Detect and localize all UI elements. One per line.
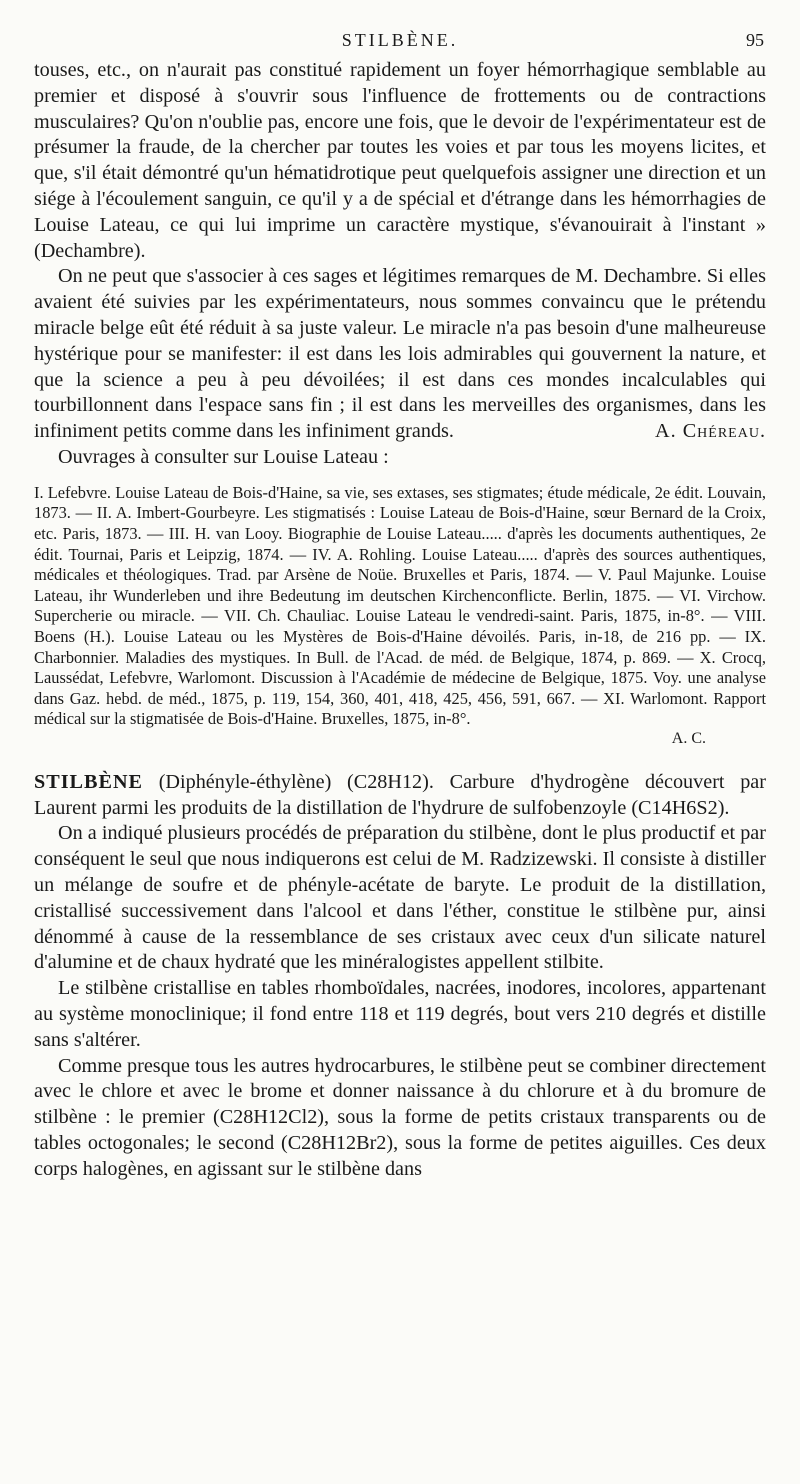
bibliography-initials: A. C.: [671, 729, 706, 747]
bibliography-list: I. Lefebvre. Louise Lateau de Bois-d'Haine, sa vie, ses extases, ses stigmates; étude médicale, 2e édit. Louvain, 1873. — II. A. Imbert-Gourbeyre. Les stigmatisés : Louise Lateau de Bois-d'Haine, sœur Bernard de la Croix, etc. Paris, 1873. — III. H. van Looy. Biographie de Louise Lateau..... d'après les documents authentiques, 2e édit. Tournai, Paris et Leipzig, 1874. — IV. A. Rohling. Louise Lateau..... d'après des sources authentiques, médicales et théologiques. Trad. par Arsène de Noüe. Bruxelles et Paris, 1874. — V. Paul Majunke. Louise Lateau, ihr Wunderleben und ihre Bedeutung im deutschen Kirchenconflicte. Berlin, 1875. — VI. Virchow. Supercherie ou miracle. — VII. Ch. Chauliac. Louise Lateau le vendredi-saint. Paris, 1875, in-8°. — VIII. Boens (H.). Louise Lateau ou les Mystères de Bois-d'Haine dévoilés. Paris, in-18, de 216 pp. — IX. Charbonnier. Maladies des mystiques. In Bull. de l'Acad. de méd. de Belgique, 1874, p. 869. — X. Crocq, Laussédat, Lefebvre, Warlomont. Discussion à l'Académie de médecine de Belgique, 1875. Voy. une analyse dans Gaz. hebd. de méd., 1875, p. 119, 154, 360, 401, 418, 425, 456, 591, 667. — XI. Warlomont. Rapport médical sur la stigmatisée de Bois-d'Haine. Bruxelles, 1875, in-8°.: [34, 482, 766, 729]
running-title: STILBÈNE.: [341, 30, 459, 50]
article-intro: [34, 770, 766, 822]
running-head: [34, 28, 766, 58]
article-stilbene: [34, 770, 766, 1183]
bibliography: [34, 483, 766, 748]
paragraph-commentary: [34, 264, 766, 445]
paragraph-preparation: On a indiqué plusieurs procédés de préparation du stilbène, dont le plus productif et par conséquent le seul que nous indiquerons est celui de M. Radzizewski. Il consiste à distiller un mélange de soufre et de phényle-acétate de baryte. Le produit de la distillation, cristallisé successivement dans l'alcool et dans l'éther, constitue le stilbène pur, ainsi dénommé à cause de la ressemblance de ses cristaux avec ceux d'un silicate naturel d'alumine et de chaux hydraté que les minéralogistes appellent stilbite.: [34, 822, 766, 974]
headword: STILBÈNE: [34, 770, 143, 793]
page-number: 95: [746, 30, 764, 50]
paragraph-properties: Le stilbène cristallise en tables rhomboïdales, nacrées, inodores, incolores, appartenant au système monoclinique; il fond entre 118 et 119 degrés, bout vers 210 degrés et distille sans s'altérer.: [34, 977, 766, 1051]
bibliography-heading: Ouvrages à consulter sur Louise Lateau :: [58, 445, 389, 468]
article-intro-text: (Diphényle-éthylène) (C28H12). Carbure d'hydrogène découvert par Laurent parmi les produits de la distillation de l'hydrure de sulfobenzoyle (C14H6S2).: [34, 770, 766, 819]
article-continuation: [34, 58, 766, 471]
paragraph-halogens: Comme presque tous les autres hydrocarbures, le stilbène peut se combiner directement avec le chlore et avec le brome et donner naissance à du chlorure et à du bromure de stilbène : le premier (C28H12Cl2), sous la forme de petits cristaux transparents ou de tables octogonales; le second (C28H12Br2), sous la forme de petites aiguilles. Ces deux corps halogènes, en agissant sur le stilbène dans: [34, 1054, 766, 1180]
author-signature: A. Chéreau.: [655, 420, 766, 443]
commentary-text: On ne peut que s'associer à ces sages et légitimes remarques de M. Dechambre. Si elles avaient été suivies par les expérimentateurs, nous sommes convaincu que le prétendu miracle belge eût été réduit à sa juste valeur. Le miracle n'a pas besoin d'une malheureuse hystérique pour se manifester: il est dans les lois admirables qui gouvernent la nature, et que la science a peu à peu dévoilées; il est dans ces mondes incalculables qui tourbillonnent dans l'espace sans fin ; il est dans les merveilles des organismes, dans les infiniment petits comme dans les infiniment grands.: [34, 265, 766, 443]
paragraph-dechambre-quote: touses, etc., on n'aurait pas constitué rapidement un foyer hémorrhagique semblable au premier et disposé à s'ouvrir sous l'influence de frottements ou de contractions musculaires? Qu'on n'oublie pas, encore une fois, que le devoir de l'expérimentateur est de présumer la fraude, de la chercher par toutes les voies et par tous les moyens licites, et que, s'il était démontré qu'un hématidrotique peut quelquefois assigner une direction et un siége à l'écoulement sanguin, ce qu'il y a de spécial et d'étrange dans les hémorrhagies de Louise Lateau, ce qui lui imprime un caractère mystique, s'évanouirait à l'instant » (Dechambre).: [34, 59, 766, 262]
